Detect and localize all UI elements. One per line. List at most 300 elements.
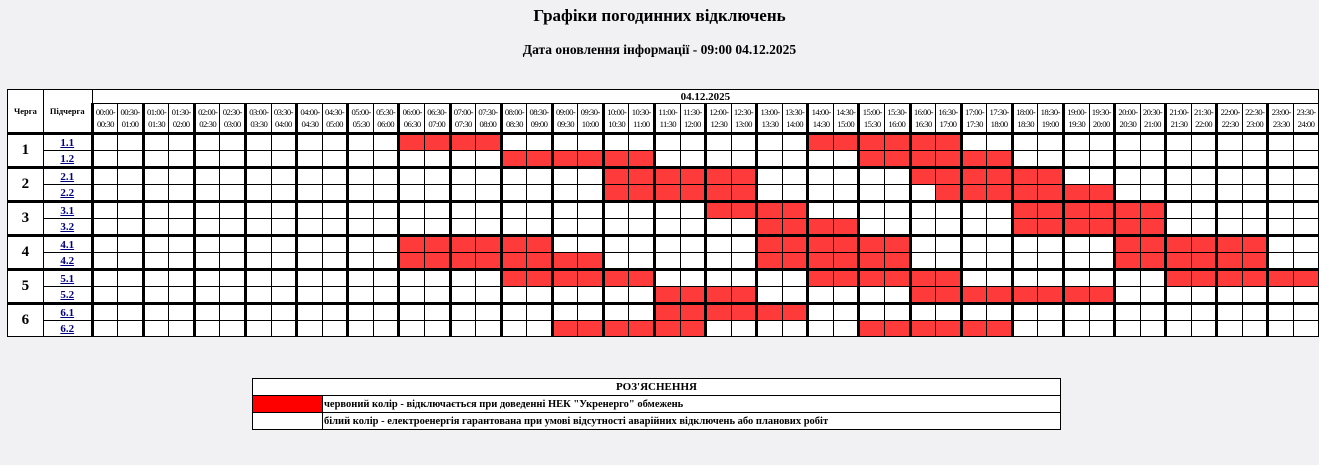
slot-on (322, 304, 348, 321)
slot-on (731, 321, 757, 337)
slot-on (1012, 321, 1038, 337)
slot-on (118, 253, 144, 270)
schedule-row (8, 219, 1319, 236)
slot-on (297, 236, 323, 253)
time-slot-header (936, 104, 962, 134)
slot-on (1038, 151, 1064, 168)
subqueue-link[interactable]: 2.2 (60, 186, 75, 199)
slot-on (578, 168, 604, 185)
slot-off (1012, 287, 1038, 304)
slot-on (373, 270, 399, 287)
slot-on (501, 202, 527, 219)
slot-on (322, 270, 348, 287)
slot-off (1217, 236, 1243, 253)
time-slot-to: 22:30 (1221, 119, 1239, 129)
slot-on (936, 219, 962, 236)
queue-label: 6 (8, 304, 44, 337)
time-slot-from: 00:30- (120, 107, 140, 117)
slot-off (399, 134, 425, 151)
slot-off (450, 236, 476, 253)
time-slot-to: 02:30 (199, 119, 217, 129)
slot-on (859, 219, 885, 236)
slot-on (961, 270, 987, 287)
slot-on (603, 202, 629, 219)
time-slot-header (1217, 104, 1243, 134)
time-slot-to: 08:30 (506, 119, 523, 129)
slot-off (603, 270, 629, 287)
slot-on (655, 236, 681, 253)
time-slot-from: 03:30- (273, 107, 293, 117)
slot-on (552, 134, 578, 151)
slot-on (92, 287, 118, 304)
time-slot-to: 11:00 (633, 119, 650, 129)
schedule-row (8, 151, 1319, 168)
slot-on (757, 151, 783, 168)
slot-on (655, 219, 681, 236)
slot-off (578, 321, 604, 337)
slot-off (910, 134, 936, 151)
subqueue-cell (43, 151, 92, 168)
slot-off (655, 304, 681, 321)
slot-on (961, 134, 987, 151)
time-slot-from: 08:00- (504, 107, 524, 117)
subqueue-cell (43, 287, 92, 304)
slot-on (1191, 321, 1217, 337)
slot-on (348, 287, 374, 304)
slot-off (936, 134, 962, 151)
slot-on (680, 151, 706, 168)
slot-off (808, 270, 834, 287)
slot-on (1063, 134, 1089, 151)
time-slot-header (833, 104, 859, 134)
slot-off (1063, 202, 1089, 219)
slot-on (118, 202, 144, 219)
time-slot-to: 23:00 (1246, 119, 1264, 129)
slot-on (143, 202, 169, 219)
slot-off (782, 219, 808, 236)
slot-on (552, 219, 578, 236)
slot-on (731, 151, 757, 168)
slot-on (271, 321, 297, 337)
subqueue-link[interactable]: 5.1 (60, 272, 75, 285)
subqueue-link[interactable]: 3.2 (60, 220, 75, 233)
slot-off (655, 168, 681, 185)
time-slot-header (399, 104, 425, 134)
slot-off (1038, 185, 1064, 202)
slot-off (655, 185, 681, 202)
slot-on (373, 253, 399, 270)
slot-on (1166, 151, 1192, 168)
time-slot-from: 14:30- (836, 107, 856, 117)
slot-off (757, 202, 783, 219)
time-slot-header (246, 104, 272, 134)
time-slot-from: 19:00- (1067, 107, 1087, 117)
subqueue-link[interactable]: 1.1 (60, 136, 75, 149)
time-slot-from: 04:00- (300, 107, 320, 117)
slot-off (501, 253, 527, 270)
time-slot-header (552, 104, 578, 134)
time-slot-from: 21:00- (1169, 107, 1189, 117)
slot-on (92, 185, 118, 202)
slot-on (552, 202, 578, 219)
subqueue-link[interactable]: 6.2 (60, 322, 75, 335)
slot-on (655, 202, 681, 219)
slot-on (424, 321, 450, 337)
time-slot-to: 02:00 (172, 119, 190, 129)
time-slot-header (655, 104, 681, 134)
slot-on (450, 321, 476, 337)
time-slot-to: 21:00 (1144, 119, 1161, 129)
slot-on (220, 287, 246, 304)
slot-on (527, 219, 553, 236)
slot-on (808, 287, 834, 304)
slot-on (246, 134, 272, 151)
slot-on (706, 134, 732, 151)
slot-on (424, 219, 450, 236)
slot-on (910, 304, 936, 321)
slot-on (118, 185, 144, 202)
time-slot-from: 20:30- (1142, 107, 1162, 117)
slot-on (782, 151, 808, 168)
time-slot-to: 13:30 (761, 119, 779, 129)
time-slot-header (961, 104, 987, 134)
slot-on (246, 219, 272, 236)
slot-on (194, 219, 220, 236)
slot-on (987, 134, 1013, 151)
time-slot-from: 16:30- (938, 107, 958, 117)
slot-off (936, 185, 962, 202)
schedule-row (8, 321, 1319, 337)
time-slot-header (1166, 104, 1192, 134)
slot-on (706, 270, 732, 287)
time-slot-from: 22:30- (1245, 107, 1265, 117)
slot-on (757, 185, 783, 202)
time-slot-to: 07:00 (428, 119, 446, 129)
slot-on (501, 287, 527, 304)
time-slot-to: 07:30 (454, 119, 472, 129)
time-slot-to: 14:00 (786, 119, 803, 129)
slot-on (1140, 185, 1166, 202)
subqueue-link[interactable]: 2.1 (60, 170, 75, 183)
legend-swatch-white (253, 413, 323, 430)
time-slot-to: 05:00 (326, 119, 343, 129)
time-slot-from: 01:30- (171, 107, 191, 117)
slot-on (169, 253, 195, 270)
subqueue-cell (43, 219, 92, 236)
slot-on (271, 185, 297, 202)
slot-off (961, 321, 987, 337)
slot-off (859, 253, 885, 270)
slot-off (987, 185, 1013, 202)
slot-on (1191, 202, 1217, 219)
slot-on (1012, 151, 1038, 168)
time-slot-header (629, 104, 655, 134)
slot-on (92, 202, 118, 219)
slot-on (194, 287, 220, 304)
slot-off (552, 253, 578, 270)
time-slot-from: 19:30- (1091, 107, 1111, 117)
time-slot-to: 04:30 (301, 119, 319, 129)
slot-off (833, 134, 859, 151)
slot-off (1242, 270, 1268, 287)
slot-on (399, 219, 425, 236)
slot-on (424, 185, 450, 202)
time-slot-from: 05:30- (376, 107, 396, 117)
slot-on (118, 134, 144, 151)
slot-on (348, 253, 374, 270)
subqueue-link[interactable]: 4.1 (60, 238, 75, 251)
slot-off (476, 253, 502, 270)
slot-off (1038, 202, 1064, 219)
slot-on (1268, 304, 1294, 321)
slot-on (1063, 270, 1089, 287)
time-slot-header (424, 104, 450, 134)
slot-off (1012, 185, 1038, 202)
time-slot-to: 10:30 (608, 119, 626, 129)
slot-off (603, 151, 629, 168)
slot-on (143, 134, 169, 151)
slot-on (1140, 270, 1166, 287)
slot-on (629, 304, 655, 321)
schedule-row (8, 304, 1319, 321)
time-slot-header (373, 104, 399, 134)
slot-on (885, 219, 911, 236)
slot-on (1063, 304, 1089, 321)
slot-on (1217, 219, 1243, 236)
legend-swatch-red (253, 396, 323, 413)
slot-on (450, 151, 476, 168)
slot-on (143, 321, 169, 337)
slot-on (578, 185, 604, 202)
slot-on (1294, 168, 1319, 185)
time-slot-header (731, 104, 757, 134)
subqueue-cell (43, 253, 92, 270)
slot-off (757, 253, 783, 270)
schedule-row (8, 202, 1319, 219)
slot-off (859, 321, 885, 337)
slot-on (552, 185, 578, 202)
slot-on (859, 287, 885, 304)
time-slot-header (501, 104, 527, 134)
slot-on (220, 304, 246, 321)
slot-on (680, 219, 706, 236)
slot-on (399, 270, 425, 287)
slot-on (1268, 168, 1294, 185)
slot-off (808, 134, 834, 151)
slot-on (1191, 134, 1217, 151)
slot-on (527, 287, 553, 304)
slot-on (1217, 304, 1243, 321)
slot-on (603, 134, 629, 151)
slot-on (603, 304, 629, 321)
slot-on (450, 219, 476, 236)
slot-on (246, 202, 272, 219)
slot-on (629, 219, 655, 236)
slot-on (322, 321, 348, 337)
slot-on (246, 270, 272, 287)
queue-label: 2 (8, 168, 44, 202)
slot-off (706, 304, 732, 321)
slot-on (680, 253, 706, 270)
slot-off (885, 151, 911, 168)
slot-off (936, 151, 962, 168)
time-slot-to: 18:00 (990, 119, 1008, 129)
time-slot-to: 16:30 (914, 119, 932, 129)
slot-on (246, 253, 272, 270)
slot-off (1268, 270, 1294, 287)
slot-on (297, 270, 323, 287)
time-slot-from: 23:00- (1271, 107, 1291, 117)
slot-on (1191, 287, 1217, 304)
slot-on (859, 304, 885, 321)
time-slot-header (220, 104, 246, 134)
slot-on (1115, 134, 1141, 151)
subqueue-link[interactable]: 6.1 (60, 306, 75, 319)
slot-off (1012, 202, 1038, 219)
time-slot-header (1242, 104, 1268, 134)
time-slot-header (782, 104, 808, 134)
slot-off (399, 253, 425, 270)
slot-off (757, 219, 783, 236)
time-slot-to: 17:30 (966, 119, 983, 129)
subqueue-link[interactable]: 5.2 (60, 288, 75, 301)
time-slot-from: 00:00- (95, 107, 115, 117)
slot-on (322, 151, 348, 168)
queue-label: 4 (8, 236, 44, 270)
slot-on (424, 202, 450, 219)
slot-on (808, 185, 834, 202)
time-slot-header (603, 104, 629, 134)
slot-on (1217, 151, 1243, 168)
slot-off (1242, 236, 1268, 253)
slot-off (1191, 270, 1217, 287)
slot-on (1294, 185, 1319, 202)
slot-on (1115, 287, 1141, 304)
slot-off (1191, 253, 1217, 270)
slot-on (578, 134, 604, 151)
time-slot-header (987, 104, 1013, 134)
slot-on (603, 219, 629, 236)
time-slot-header (910, 104, 936, 134)
slot-on (757, 287, 783, 304)
slot-on (936, 253, 962, 270)
slot-on (220, 253, 246, 270)
slot-on (808, 202, 834, 219)
slot-on (399, 185, 425, 202)
slot-on (220, 185, 246, 202)
schedule-row (8, 168, 1319, 185)
slot-on (220, 168, 246, 185)
slot-on (527, 202, 553, 219)
slot-off (833, 253, 859, 270)
slot-off (1166, 270, 1192, 287)
slot-on (1089, 151, 1115, 168)
slot-off (706, 185, 732, 202)
slot-off (578, 270, 604, 287)
slot-off (885, 321, 911, 337)
time-slot-header (859, 104, 885, 134)
legend-text-white: білий колір - електроенергія гарантована при умові відсутності аварійних відключень або планових робіт (323, 413, 1061, 430)
schedule-row (8, 236, 1319, 253)
slot-on (92, 321, 118, 337)
slot-on (1294, 134, 1319, 151)
slot-on (92, 151, 118, 168)
slot-on (143, 168, 169, 185)
slot-on (1166, 304, 1192, 321)
slot-on (118, 321, 144, 337)
slot-off (1038, 219, 1064, 236)
subqueue-cell (43, 236, 92, 253)
slot-off (757, 304, 783, 321)
slot-off (808, 219, 834, 236)
slot-on (169, 236, 195, 253)
slot-on (706, 219, 732, 236)
slot-off (1038, 168, 1064, 185)
slot-on (1089, 168, 1115, 185)
slot-off (936, 270, 962, 287)
slot-off (680, 304, 706, 321)
time-slot-from: 12:00- (709, 107, 729, 117)
slot-on (118, 287, 144, 304)
slot-on (194, 253, 220, 270)
slot-on (297, 219, 323, 236)
slot-on (1038, 253, 1064, 270)
slot-on (1191, 151, 1217, 168)
slot-on (476, 304, 502, 321)
subqueue-link[interactable]: 1.2 (60, 152, 75, 165)
slot-on (501, 304, 527, 321)
slot-on (297, 321, 323, 337)
slot-on (118, 270, 144, 287)
time-slot-to: 20:30 (1119, 119, 1137, 129)
subqueue-link[interactable]: 3.1 (60, 204, 75, 217)
slot-on (246, 151, 272, 168)
time-slot-to: 03:00 (223, 119, 241, 129)
schedule-row (8, 253, 1319, 270)
slot-on (373, 287, 399, 304)
slot-off (552, 151, 578, 168)
time-slot-header (450, 104, 476, 134)
slot-on (1089, 236, 1115, 253)
legend-title: РОЗ'ЯСНЕННЯ (253, 379, 1061, 396)
slot-on (1012, 134, 1038, 151)
slot-off (833, 219, 859, 236)
slot-off (1012, 168, 1038, 185)
time-slot-header (1115, 104, 1141, 134)
slot-on (476, 287, 502, 304)
slot-on (1294, 287, 1319, 304)
slot-on (1191, 168, 1217, 185)
time-slot-to: 08:00 (479, 119, 497, 129)
slot-on (1217, 321, 1243, 337)
slot-on (1038, 236, 1064, 253)
time-slot-header (194, 104, 220, 134)
slot-on (501, 134, 527, 151)
slot-off (629, 185, 655, 202)
slot-on (476, 321, 502, 337)
slot-on (297, 253, 323, 270)
time-slot-header (1140, 104, 1166, 134)
slot-on (194, 270, 220, 287)
slot-off (782, 253, 808, 270)
subqueue-link[interactable]: 4.2 (60, 254, 75, 267)
time-slot-header (322, 104, 348, 134)
subqueue-cell (43, 270, 92, 287)
slot-on (220, 202, 246, 219)
slot-off (961, 185, 987, 202)
time-slot-to: 09:30 (557, 119, 574, 129)
slot-on (1242, 134, 1268, 151)
